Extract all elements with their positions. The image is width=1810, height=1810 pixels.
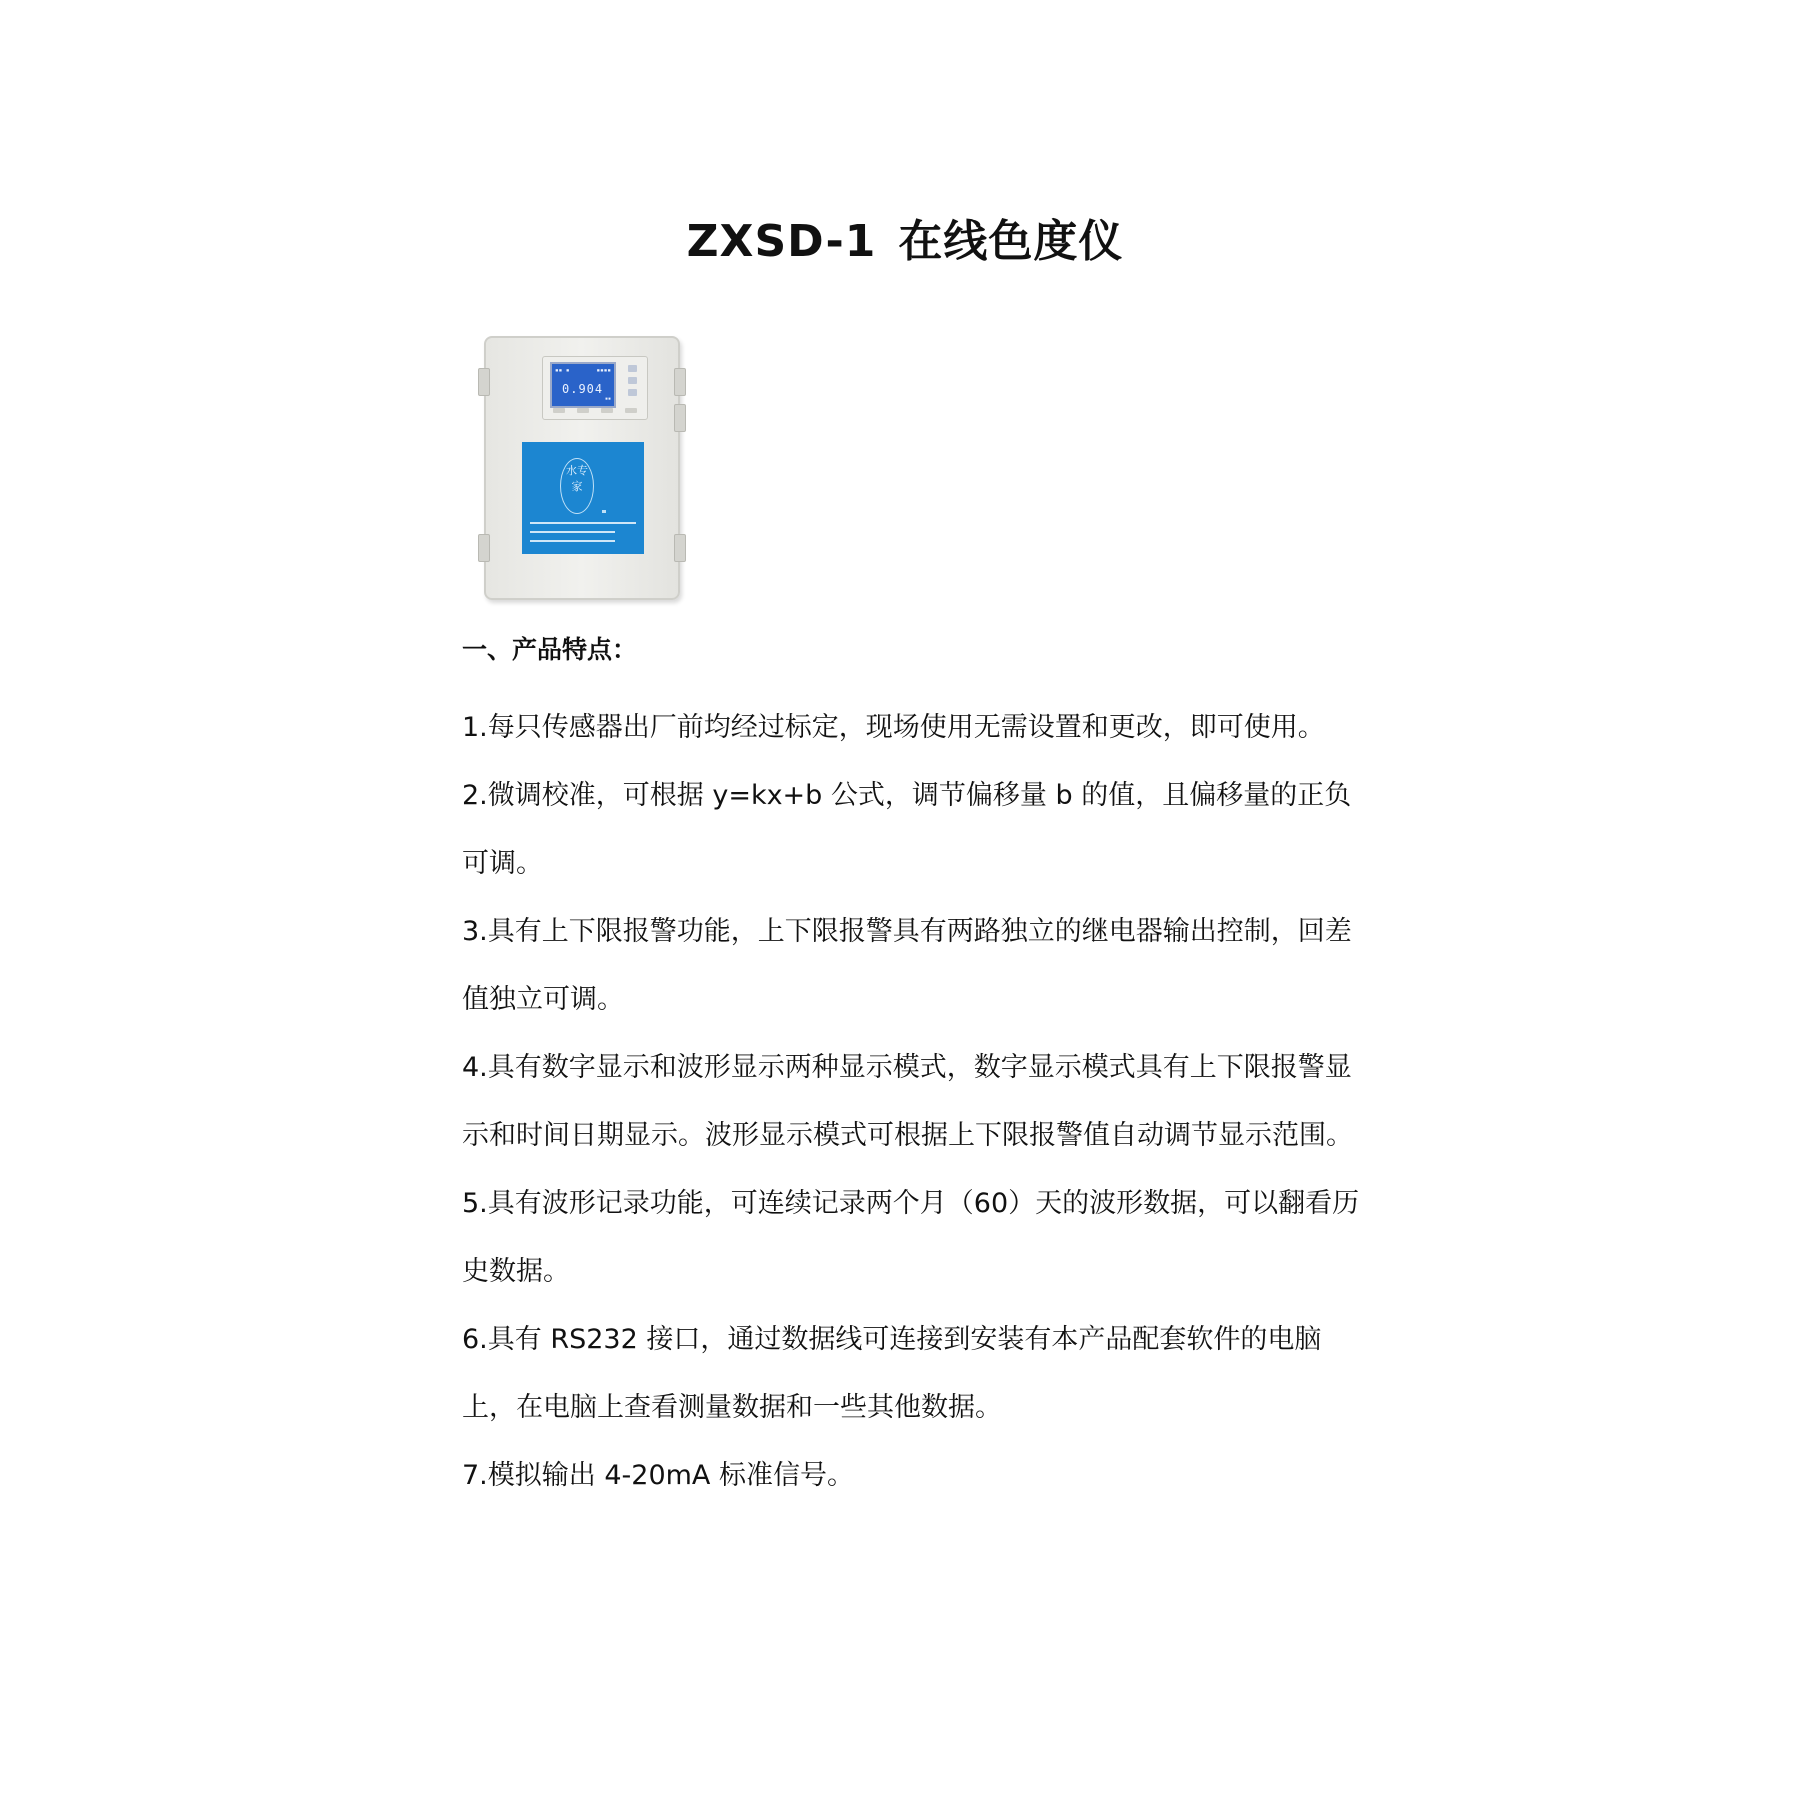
key-icon	[601, 408, 613, 413]
side-keys	[616, 365, 640, 401]
product-image	[484, 336, 680, 600]
panel-company-lines	[530, 522, 636, 549]
feature-item: 5.具有波形记录功能，可连续记录两个月（60）天的波形数据，可以翻看历史数据。	[462, 1188, 1360, 1287]
hinge-icon	[674, 534, 686, 562]
bottom-keys	[553, 408, 637, 413]
section-heading: 一、产品特点：	[462, 635, 638, 664]
feature-item: 6.具有 RS232 接口，通过数据线可连接到安装有本产品配套软件的电脑上，在电脑上查看测量数据和一些其他数据。	[462, 1324, 1322, 1423]
feature-item: 2.微调校准，可根据 y=kx+b 公式，调节偏移量 b 的值，且偏移量的正负可调。	[462, 780, 1352, 879]
lcd-reading: 0.904	[562, 382, 604, 396]
key-icon	[553, 408, 565, 413]
key-icon	[628, 389, 637, 396]
hinge-icon	[674, 404, 686, 432]
key-icon	[628, 365, 637, 372]
display-bezel	[542, 356, 648, 420]
brand-panel	[522, 442, 644, 554]
key-icon	[577, 408, 589, 413]
title-model: ZXSD-1	[686, 216, 877, 267]
trademark-icon	[602, 510, 606, 513]
lcd-time-text: ▪▪▪▪	[596, 367, 611, 374]
key-icon	[628, 377, 637, 384]
brand-logo: 水专家	[560, 458, 594, 514]
hinge-icon	[674, 368, 686, 396]
feature-item: 1.每只传感器出厂前均经过标定，现场使用无需设置和更改，即可使用。	[462, 712, 1325, 743]
lcd-status-text: ▪▪ ▪	[555, 367, 570, 374]
key-icon	[625, 408, 637, 413]
feature-item: 4.具有数字显示和波形显示两种显示模式，数字显示模式具有上下限报警显示和时间日期显示。波形显示模式可根据上下限报警值自动调节显示范围。	[462, 1052, 1353, 1151]
page-title	[0, 205, 1810, 269]
feature-list	[462, 694, 1362, 1510]
hinge-icon	[478, 368, 490, 396]
lcd-unit: ▪▪	[604, 396, 611, 402]
hinge-icon	[478, 534, 490, 562]
lcd-screen	[550, 362, 616, 408]
title-name: 在线色度仪	[898, 216, 1124, 267]
feature-item: 3.具有上下限报警功能，上下限报警具有两路独立的继电器输出控制，回差值独立可调。	[462, 916, 1352, 1015]
feature-item: 7.模拟输出 4-20mA 标准信号。	[462, 1460, 854, 1491]
